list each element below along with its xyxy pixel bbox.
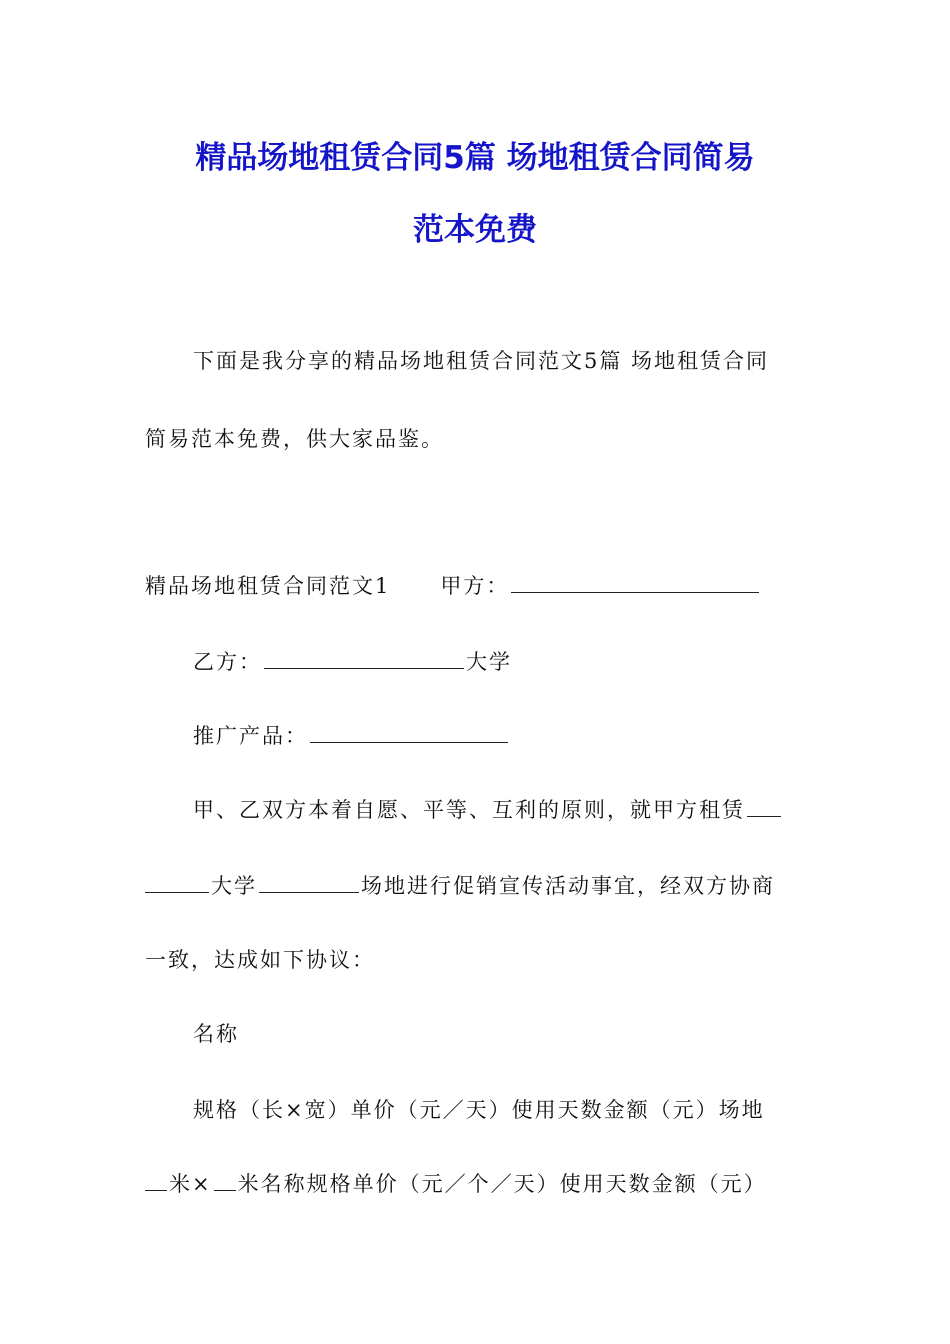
product-row [193,720,510,750]
party-b-suffix: 大学 [466,650,512,674]
para1-blank-3 [259,891,359,893]
section-heading-row [145,570,761,600]
spec-blank-1 [145,1189,167,1191]
party-b-label: 乙方： [193,650,262,674]
document-title-line-1: 精品场地租赁合同5篇 场地租赁合同简易 [195,140,755,176]
spec-blank-2 [214,1189,236,1191]
para1-line-1 [193,794,783,824]
para1-line-2-end: 场地进行促销宣传活动事宜，经双方协商 [361,874,775,898]
product-label: 推广产品： [193,724,308,748]
product-blank [310,741,508,743]
document-title-line-2: 范本免费 [413,212,537,248]
party-a-blank [511,591,759,593]
intro-line-1: 下面是我分享的精品场地租赁合同范文5篇 场地租赁合同 [193,349,770,373]
spec-line-2-a: 米× [169,1172,212,1196]
para1-line-3: 一致，达成如下协议： [145,948,375,972]
spec-line-1: 规格（长×宽）单价（元／天）使用天数金额（元）场地 [193,1098,765,1122]
spec-line-2-b: 米名称规格单价（元／个／天）使用天数金额（元） [237,1172,767,1196]
para1-blank-2 [145,891,209,893]
spec-line-2 [145,1168,767,1198]
party-b-blank [264,667,464,669]
intro-line-2: 简易范本免费，供大家品鉴。 [145,427,444,451]
name-label: 名称 [193,1022,239,1046]
para1-line-2-mid: 大学 [211,874,257,898]
party-a-label: 甲方： [440,574,510,598]
party-b-row [193,646,512,676]
para1-blank-1 [747,815,781,817]
para1-line-2 [145,870,775,900]
section-heading: 精品场地租赁合同范文1 [145,574,391,598]
para1-line-1-text: 甲、乙双方本着自愿、平等、互利的原则，就甲方租赁 [193,798,745,822]
